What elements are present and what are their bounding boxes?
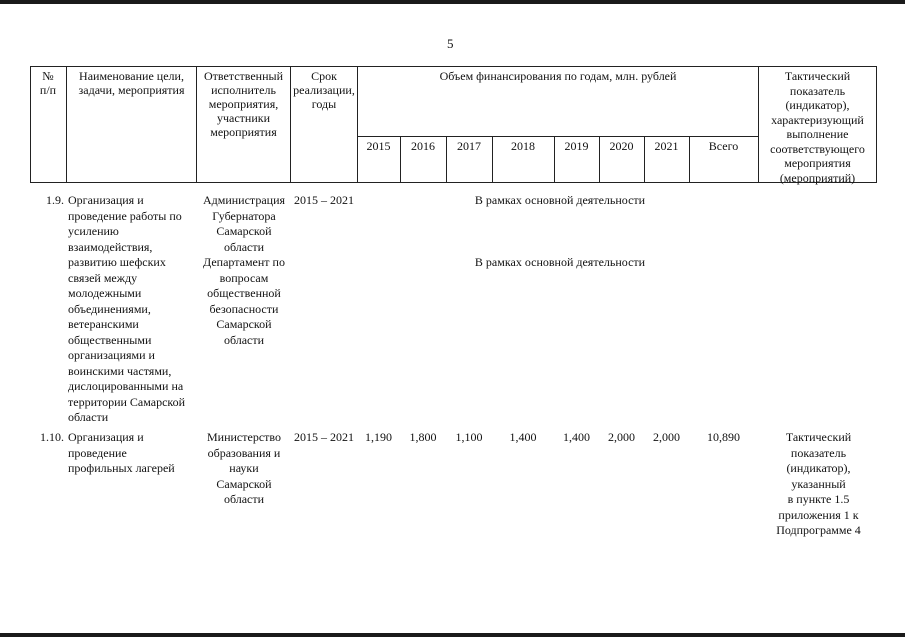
row-value: 1,400 [509, 430, 537, 444]
header-num: № п/п [39, 69, 57, 97]
page-number: 5 [447, 36, 454, 51]
header-financing: Объем финансирования по годам, млн. рублей [439, 69, 677, 83]
header-indicator: Тактический показатель (индикатор), характеризующий выполнение соответствующего мероприятия (мероприятий) [770, 69, 865, 185]
year-label: 2021 [654, 139, 679, 153]
row-responsible: Департамент по вопросам общественной безопасности Самарской области [203, 255, 285, 347]
year-label: 2015 [366, 139, 391, 153]
bottom-border-line [0, 633, 905, 637]
row-name: Организация и проведение профильных лагерей [68, 430, 175, 475]
table-header [30, 66, 877, 183]
row-responsible: Администрация Губернатора Самарской области [202, 193, 286, 254]
year-label: 2016 [411, 139, 435, 153]
header-bottom-line [30, 182, 877, 183]
row-financing-note: В рамках основной деятельности [474, 255, 646, 269]
header-divider [876, 66, 877, 183]
row-value: 1,800 [409, 430, 437, 444]
header-divider [357, 66, 358, 183]
row-value: 1,400 [563, 430, 590, 444]
year-label: 2017 [457, 139, 481, 153]
row-name: Организация и проведение работы по усилению взаимодействия, развитию шефских связей между молодежными объединениями, ветеранскими общественными организациями и воинскими частями, дислоцированными на территории Самарской области [68, 193, 186, 424]
row-term: 2015 – 2021 [294, 430, 354, 444]
year-label: 2018 [511, 139, 535, 153]
top-border-line [0, 0, 905, 4]
total-label: Всего [708, 139, 739, 153]
row-value: 1,100 [455, 430, 483, 444]
header-term: Срок реализации, годы [293, 69, 355, 111]
header-years-line [357, 136, 758, 137]
row-responsible: Министерство образования и науки Самарской области [207, 430, 281, 506]
row-value: 2,000 [653, 430, 680, 444]
row-indicator: Тактический показатель (индикатор), указанный в пункте 1.5 приложения 1 к Подпрограмме 4 [776, 430, 861, 537]
row-total: 10,890 [707, 430, 740, 444]
header-top-line [30, 66, 877, 67]
year-label: 2020 [609, 139, 634, 153]
row-term: 2015 – 2021 [294, 193, 354, 207]
row-value: 1,190 [365, 430, 392, 444]
year-label: 2019 [564, 139, 589, 153]
header-name: Наименование цели, задачи, мероприятия [78, 69, 185, 97]
header-responsible: Ответственный исполнитель мероприятия, участники мероприятия [203, 69, 284, 139]
row-financing-note: В рамках основной деятельности [474, 193, 646, 207]
row-number: 1.10. [40, 430, 64, 444]
row-number: 1.9. [46, 193, 64, 207]
row-value: 2,000 [608, 430, 635, 444]
